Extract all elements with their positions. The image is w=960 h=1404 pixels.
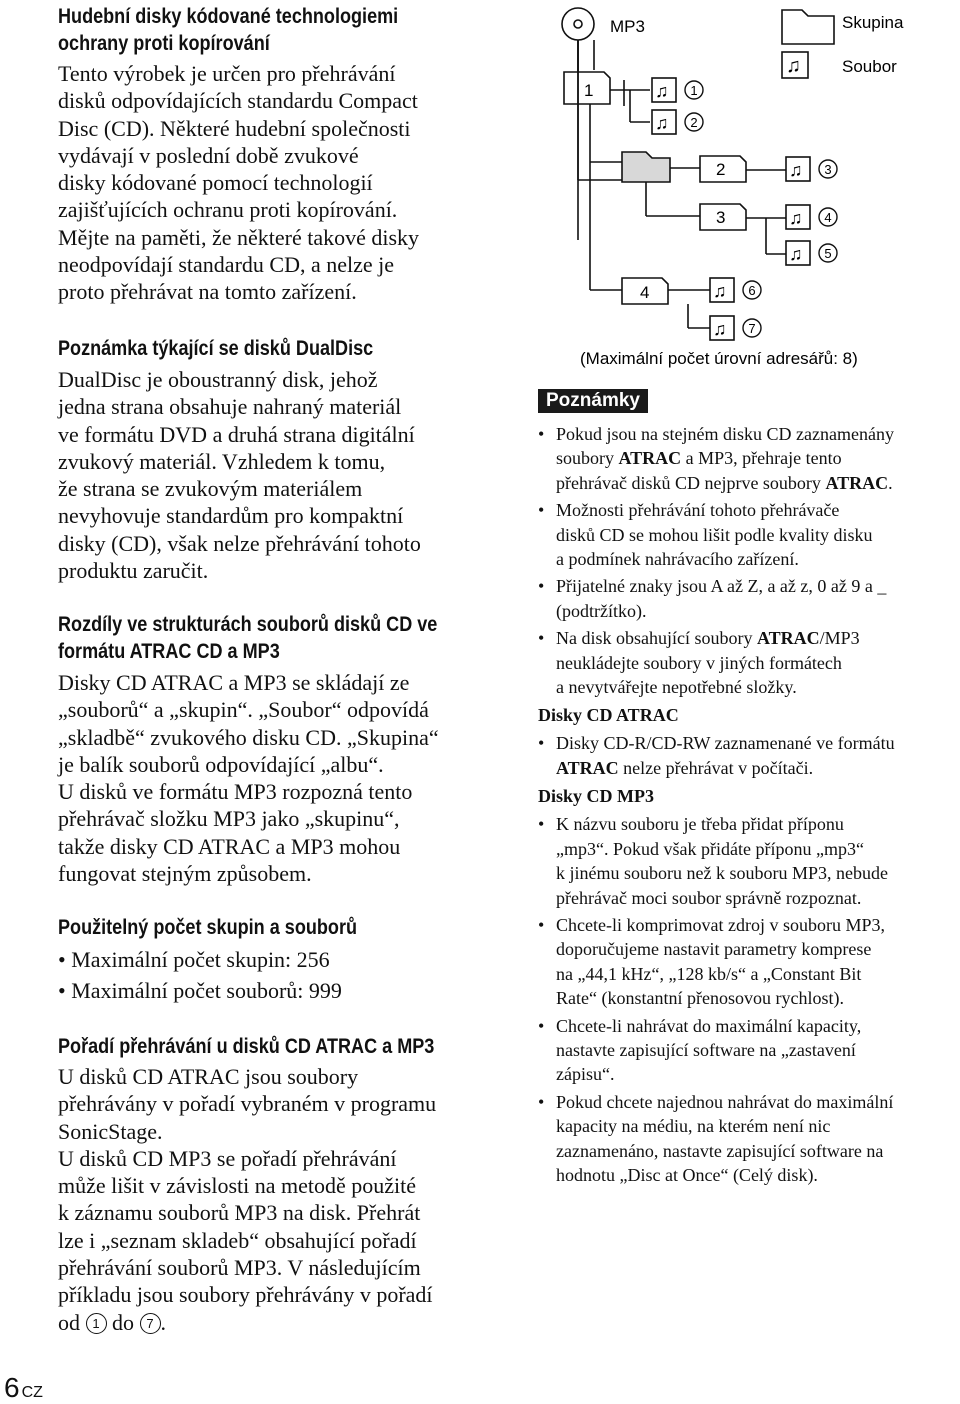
text-line: zajišťujících ochranu proti kopírování. [58, 197, 398, 223]
text-fragment: hodnotu „Disc at Once“ (Celý disk). [556, 1164, 818, 1185]
text-fragment: doporučujeme nastavit parametry komprese [556, 939, 872, 960]
music-note-icon: ♫ [655, 113, 669, 133]
text-line: jedna strana obsahuje nahraný materiál [58, 394, 402, 420]
text-fragment: disků CD se mohou lišit podle kvality disku [556, 524, 873, 545]
text-fragment: (podtržítko). [556, 600, 647, 621]
text-fragment: soubory [556, 448, 619, 469]
music-note-icon: ♫ [786, 55, 801, 77]
note-item [538, 498, 958, 571]
text-fragment: . [160, 1309, 166, 1335]
text-line: fungovat stejným způsobem. [58, 861, 312, 887]
section-title: formátu ATRAC CD a MP3 [58, 640, 280, 663]
file-number: 7 [748, 321, 756, 336]
text-fragment: Možnosti přehrávání tohoto přehrávače [556, 500, 840, 521]
text-line: Disc (CD). Některé hudební společnosti [58, 115, 411, 141]
text-fragment: ATRAC [618, 448, 682, 469]
note-item [538, 574, 958, 623]
music-note-icon: ♫ [789, 160, 803, 180]
file-number: 5 [824, 246, 832, 261]
text-fragment: od [58, 1309, 80, 1335]
text-fragment: Disky CD-R/CD-RW zaznamenané ve formátu [556, 733, 895, 754]
notes-badge: Poznámky [538, 389, 648, 413]
file-number: 3 [824, 162, 832, 177]
file-number: 1 [690, 83, 698, 98]
text-line: lze i „seznam skladeb“ obsahující pořadí [58, 1227, 417, 1253]
section-dualdisc [58, 335, 498, 584]
text-fragment: přehrávač moci soubor správně rozpoznat. [556, 887, 862, 908]
group-label: 1 [584, 81, 594, 100]
notes-column [538, 422, 958, 1190]
text-fragment: a MP3, přehraje tento [681, 448, 842, 469]
list-item: • Maximální počet souborů: 999 [58, 978, 342, 1003]
notes-list [538, 812, 958, 1187]
music-note-icon: ♫ [655, 81, 669, 101]
root-label: MP3 [610, 17, 645, 36]
text-fragment: ATRAC [825, 472, 889, 493]
group-label: 3 [716, 208, 726, 227]
file-number: 2 [690, 115, 698, 130]
text-fragment: . [888, 472, 893, 493]
section-structure-differences [58, 611, 498, 887]
text-line: nevyhovuje standardům pro kompaktní [58, 503, 404, 529]
text-fragment: do [112, 1309, 134, 1335]
music-note-icon: ♫ [713, 319, 727, 339]
text-line: takže disky CD ATRAC a MP3 mohou [58, 833, 401, 859]
music-note-icon: ♫ [789, 244, 803, 264]
text-line: U disků ve formátu MP3 rozpozná tento [58, 779, 413, 805]
text-fragment: ATRAC [556, 757, 619, 778]
text-line: DualDisc je oboustranný disk, jehož [58, 367, 378, 392]
text-fragment: zaznamenáno, nastavte zapisující software na [556, 1140, 884, 1161]
text-line: SonicStage. [58, 1118, 163, 1144]
circled-number: 1 [86, 1313, 107, 1334]
paragraph [58, 669, 498, 887]
text-line: disky (CD), však nelze přehrávání tohoto [58, 530, 421, 556]
notes-list [538, 731, 958, 780]
text-line: je balík souborů odpovídající „albu“. [58, 751, 384, 777]
text-line: může lišit v závislosti na metodě použité [58, 1173, 417, 1199]
text-line: zvukový materiál. Vzhledem k tomu, [58, 448, 386, 474]
note-item [538, 626, 958, 699]
section-copy-protection [58, 3, 498, 306]
group-label: 2 [716, 160, 726, 179]
text-fragment: /MP3 [819, 628, 860, 649]
section-usable-count [58, 914, 498, 1007]
bullet-list [58, 945, 498, 1006]
text-fragment: a podmínek nahrávacího zařízení. [556, 549, 799, 570]
text-line: k záznamu souborů MP3 na disk. Přehrát [58, 1200, 421, 1226]
text-line: Tento výrobek je určen pro přehrávání [58, 61, 396, 86]
text-line [58, 1309, 498, 1336]
note-item [538, 422, 958, 495]
text-fragment: neukládejte soubory v jiných formátech [556, 652, 842, 673]
text-line: neodpovídají standardu CD, a nelze je [58, 252, 395, 278]
text-line: přehrávání souborů MP3. V následujícím [58, 1255, 421, 1281]
file-number: 6 [748, 283, 756, 298]
folder-icon [782, 10, 834, 44]
notes-list [538, 422, 958, 699]
paragraph [58, 1063, 498, 1336]
note-item [538, 1090, 958, 1188]
note-item [538, 812, 958, 910]
section-title: ochrany proti kopírování [58, 32, 270, 55]
text-fragment: zápisu“. [556, 1064, 615, 1085]
note-item [538, 731, 958, 780]
text-line: disky kódované pomocí technologií [58, 170, 373, 196]
page-number [4, 1372, 43, 1404]
paragraph [58, 60, 498, 306]
text-line: ve formátu DVD a druhá strana digitální [58, 421, 415, 447]
text-line: U disků CD ATRAC jsou soubory [58, 1064, 359, 1089]
section-playback-order [58, 1033, 498, 1336]
text-fragment: Přijatelné znaky jsou A až Z, a až z, 0 až 9 a _ [556, 576, 887, 597]
text-fragment: přehrávač disků CD nejprve soubory [556, 472, 826, 493]
text-line: produktu zaručit. [58, 558, 209, 584]
text-line: že strana se zvukovým materiálem [58, 476, 363, 502]
section-title: Pořadí přehrávání u disků CD ATRAC a MP3 [58, 1035, 435, 1058]
folder-tree-diagram [560, 0, 940, 380]
text-fragment: nelze přehrávat v počítači. [618, 757, 814, 778]
circled-number: 7 [140, 1313, 161, 1334]
text-line: U disků CD MP3 se pořadí přehrávání [58, 1145, 397, 1171]
text-fragment: kapacity na médiu, na kterém není nic [556, 1116, 831, 1137]
text-line: Mějte na paměti, že některé takové disky [58, 224, 420, 250]
paragraph [58, 366, 498, 584]
text-line: „skladbě“ zvukového disku CD. „Skupina“ [58, 724, 439, 750]
music-note-icon: ♫ [713, 281, 727, 301]
text-fragment: na „44,1 kHz“, „128 kb/s“ a „Constant Bit [556, 963, 862, 984]
legend-group-label: Skupina [842, 13, 904, 32]
text-fragment: ATRAC [756, 628, 820, 649]
text-fragment: Na disk obsahující soubory [556, 628, 757, 649]
music-note-icon: ♫ [789, 208, 803, 228]
text-fragment: Rate“ (konstantní přenosovou rychlost). [556, 988, 844, 1009]
text-fragment: K názvu souboru je třeba přidat příponu [556, 814, 844, 835]
section-title: Použitelný počet skupin a souborů [58, 916, 358, 939]
legend-file-label: Soubor [842, 57, 897, 76]
section-title: Rozdíly ve strukturách souborů disků CD ve [58, 613, 438, 636]
list-item: • Maximální počet skupin: 256 [58, 947, 330, 972]
text-line: přehrávač složku MP3 jako „skupinu“, [58, 806, 400, 832]
section-title: Hudební disky kódované technologiemi [58, 5, 399, 28]
file-number: 4 [824, 210, 832, 225]
text-fragment: Pokud jsou na stejném disku CD zaznamenány [556, 424, 894, 444]
text-fragment: Pokud chcete najednou nahrávat do maximální [556, 1091, 894, 1112]
text-line: Disky CD ATRAC a MP3 se skládají ze [58, 670, 410, 695]
text-fragment: nastavte zapisující software na „zastavení [556, 1039, 856, 1060]
group-label: 4 [640, 283, 650, 302]
note-item [538, 913, 958, 1011]
text-fragment: „mp3“. Pokud však přidáte příponu „mp3“ [556, 838, 864, 859]
text-line: přehrávány v pořadí vybraném v programu [58, 1091, 437, 1117]
text-line: příkladu jsou soubory přehrávány v pořadí [58, 1282, 433, 1308]
section-title: Poznámka týkající se disků DualDisc [58, 337, 374, 360]
text-fragment: Chcete-li komprimovat zdroj v souboru MP3, [556, 914, 885, 935]
page-number-value: 6 [4, 1372, 20, 1403]
language-code: CZ [21, 1384, 43, 1401]
subheading-mp3: Disky CD MP3 [538, 786, 654, 807]
text-fragment: Chcete-li nahrávat do maximální kapacity, [556, 1015, 862, 1036]
text-fragment: a nevytvářejte nepotřebné složky. [556, 677, 797, 698]
text-line: vydávají v poslední době zvukové [58, 142, 359, 168]
disc-icon [562, 8, 594, 40]
text-fragment: k jinému souboru než k souboru MP3, nebude [556, 863, 888, 884]
text-line: disků odpovídajících standardu Compact [58, 88, 418, 114]
subheading-atrac: Disky CD ATRAC [538, 705, 679, 726]
diagram-caption: (Maximální počet úrovní adresářů: 8) [580, 349, 858, 368]
text-line: „souborů“ a „skupin“. „Soubor“ odpovídá [58, 697, 429, 723]
note-item [538, 1014, 958, 1087]
text-line: proto přehrávat na tomto zařízení. [58, 279, 357, 305]
